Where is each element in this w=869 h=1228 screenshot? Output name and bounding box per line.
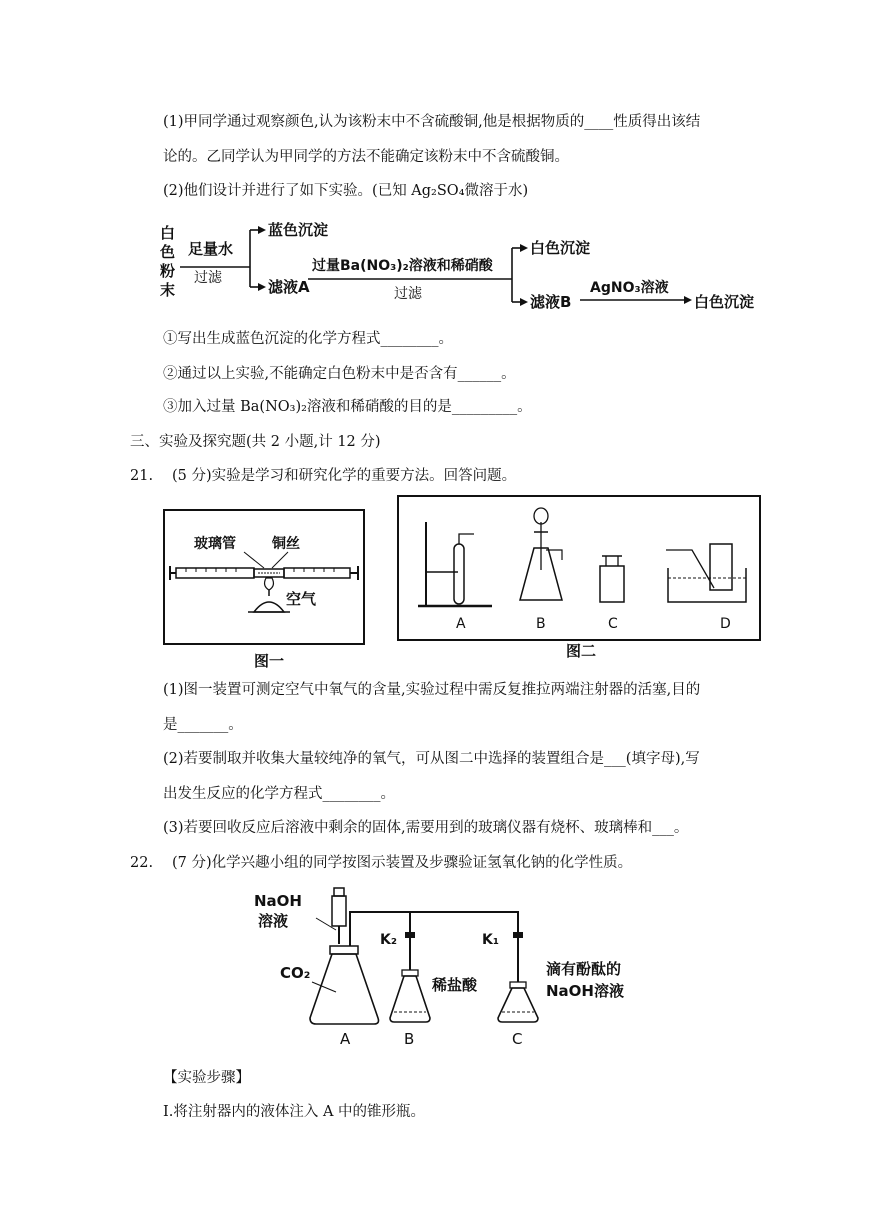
- experiment-steps-heading: 【实验步骤】: [163, 1070, 250, 1086]
- q20-part1-line2: 论的。乙同学认为甲同学的方法不能确定该粉末中不含硫酸铜。: [163, 149, 569, 165]
- q20-subq1: ①写出生成蓝色沉淀的化学方程式________。: [163, 331, 453, 347]
- q22-number: 22.: [130, 855, 154, 871]
- fig3-hcl-label: 稀盐酸: [432, 976, 478, 994]
- q21-part2-line1: (2)若要制取并收集大量较纯净的氧气，可从图二中选择的装置组合是___(填字母),写: [163, 751, 700, 767]
- fig2-label-d: D: [720, 616, 731, 632]
- fig3-solution-label: 溶液: [258, 912, 289, 930]
- q20-subq2: ②通过以上实验,不能确定白色粉末中是否含有______。: [163, 366, 516, 382]
- flow-reagent-label: 过量Ba(NO₃)₂溶液和稀硝酸: [312, 258, 493, 274]
- fig1-copper-wire-label: 铜丝: [272, 536, 300, 552]
- fig3-naoh-solution-label: NaOH溶液: [546, 982, 624, 1000]
- flow-white-precipitate-2: 白色沉淀: [694, 293, 755, 311]
- flow-start-char-1: 白: [160, 224, 176, 242]
- fig3-co2-label: CO₂: [280, 964, 311, 982]
- fig3-label-a: A: [340, 1030, 351, 1048]
- flow-filter2-label: 过滤: [394, 286, 422, 302]
- fig1-air-label: 空气: [286, 590, 317, 608]
- flow-start-char-4: 末: [160, 281, 176, 299]
- flow-blue-precipitate: 蓝色沉淀: [268, 221, 329, 239]
- q20-part1-line1: (1)甲同学通过观察颜色,认为该粉末中不含硫酸铜,他是根据物质的____性质得出该结: [163, 114, 701, 130]
- fig2-label-b: B: [536, 616, 546, 632]
- fig3-phenolphthalein-label: 滴有酚酞的: [546, 960, 622, 978]
- fig3-label-b: B: [404, 1030, 415, 1048]
- figure-1-apparatus: [162, 508, 374, 670]
- q21-number: 21.: [130, 468, 154, 484]
- figure-2-apparatus: [396, 494, 766, 664]
- flow-agno3-label: AgNO₃溶液: [590, 280, 669, 296]
- experiment-step-1: I.将注射器内的液体注入 A 中的锥形瓶。: [163, 1104, 426, 1120]
- fig1-caption: 图一: [254, 652, 285, 670]
- flowchart: [158, 212, 773, 322]
- fig2-label-a: A: [456, 616, 466, 632]
- q21-part1-line2: 是_______。: [163, 717, 243, 733]
- flow-filtrate-b: 滤液B: [530, 293, 572, 311]
- fig3-k1-label: K₁: [482, 932, 499, 948]
- fig2-caption: 图二: [566, 642, 597, 660]
- flow-white-precipitate-1: 白色沉淀: [530, 239, 591, 257]
- q21-intro: (5 分)实验是学习和研究化学的重要方法。回答问题。: [172, 468, 517, 484]
- flow-start-char-2: 色: [160, 243, 176, 261]
- flow-start-char-3: 粉: [160, 262, 176, 280]
- fig3-k2-label: K₂: [380, 932, 397, 948]
- flow-filtrate-a: 滤液A: [268, 278, 310, 296]
- fig3-label-c: C: [512, 1030, 523, 1048]
- q21-part1-line1: (1)图一装置可测定空气中氧气的含量,实验过程中需反复推拉两端注射器的活塞,目的: [163, 682, 701, 698]
- q21-part3: (3)若要回收反应后溶液中剩余的固体,需要用到的玻璃仪器有烧杯、玻璃棒和___。: [163, 820, 689, 836]
- section-heading: 三、实验及探究题(共 2 小题,计 12 分): [130, 434, 381, 450]
- fig2-label-c: C: [608, 616, 618, 632]
- fig3-naoh-label: NaOH: [254, 892, 302, 910]
- fig1-glass-tube-label: 玻璃管: [194, 536, 236, 552]
- q22-intro: (7 分)化学兴趣小组的同学按图示装置及步骤验证氢氧化钠的化学性质。: [172, 855, 633, 871]
- q21-part2-line2: 出发生反应的化学方程式________。: [163, 786, 395, 802]
- figure-3-apparatus: [250, 882, 680, 1052]
- flow-water-label: 足量水: [188, 240, 234, 258]
- flow-filter1-label: 过滤: [194, 270, 222, 286]
- q20-subq3: ③加入过量 Ba(NO₃)₂溶液和稀硝酸的目的是_________。: [163, 399, 532, 415]
- q20-part2: (2)他们设计并进行了如下实验。(已知 Ag₂SO₄微溶于水): [163, 183, 529, 199]
